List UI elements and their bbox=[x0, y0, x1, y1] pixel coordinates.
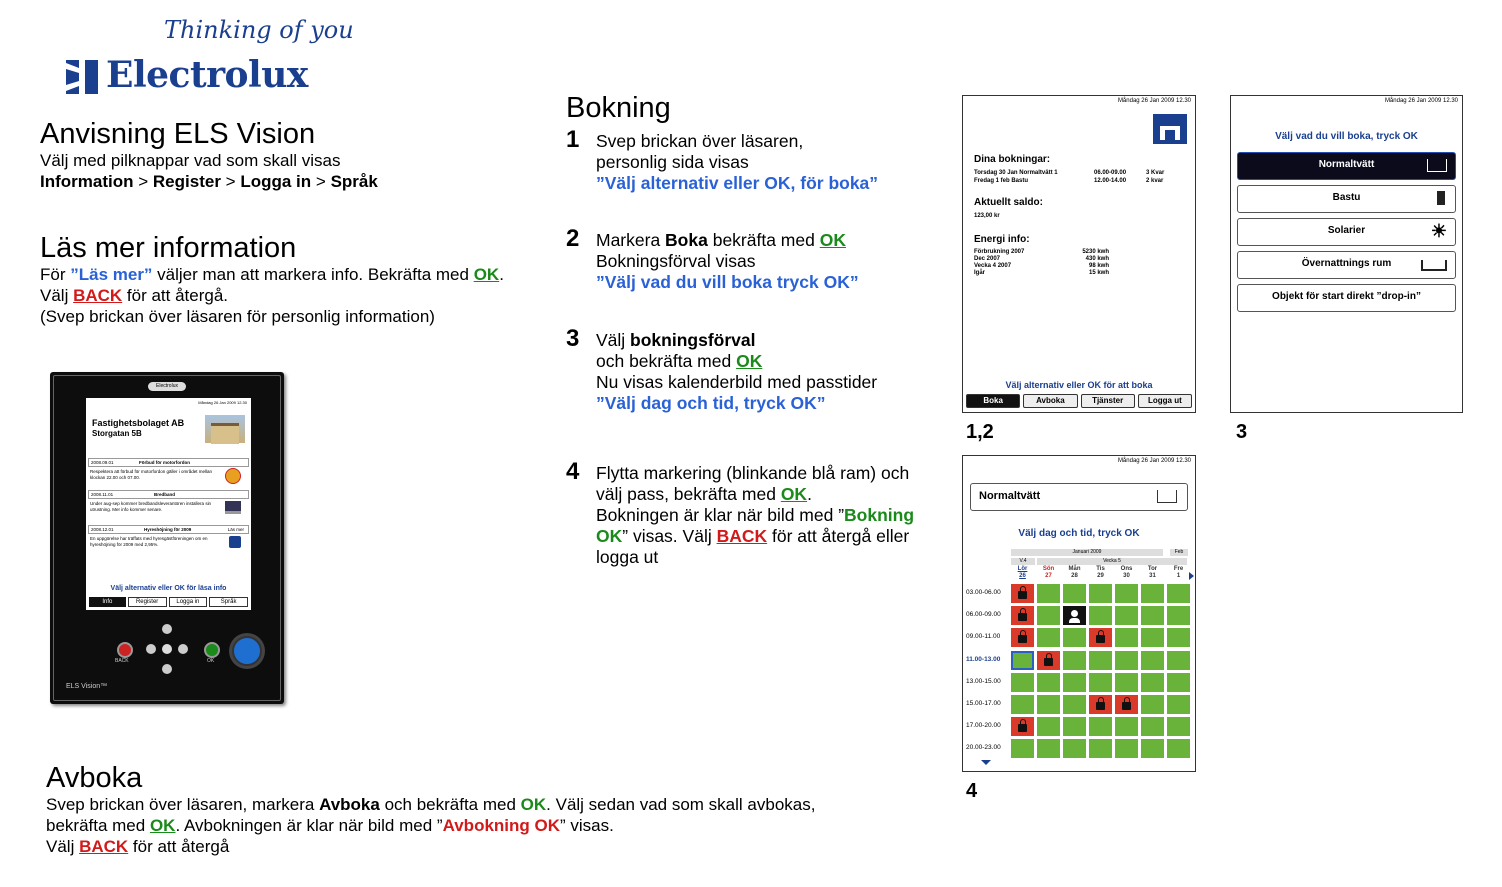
slot-free[interactable] bbox=[1089, 739, 1112, 758]
slot-booked[interactable] bbox=[1011, 717, 1034, 736]
lock-icon bbox=[1096, 702, 1105, 710]
day-name: Sön bbox=[1042, 566, 1055, 572]
step-number: 4 bbox=[566, 458, 580, 485]
text: väljer man att markera info. Bekräfta med bbox=[152, 265, 474, 284]
energy-label: Dec 2007 bbox=[974, 256, 1001, 262]
anvisning-line1: Välj med pilknappar vad som skall visas bbox=[40, 151, 341, 170]
boka-word: Boka bbox=[665, 230, 708, 250]
device-btn-sprak[interactable]: Språk bbox=[209, 597, 248, 607]
slot-free[interactable] bbox=[1141, 584, 1164, 603]
slot-free[interactable] bbox=[1037, 739, 1060, 758]
booking-time: 12.00-14.00 bbox=[1094, 178, 1127, 184]
lock-icon bbox=[1122, 702, 1131, 710]
time-label: 11.00-13.00 bbox=[966, 655, 1001, 663]
day-number: 26 bbox=[1019, 573, 1026, 579]
nav-sep: > bbox=[225, 172, 236, 191]
news-date: 2008.09.01 bbox=[91, 460, 114, 465]
step-text: Nu visas kalenderbild med passtider bbox=[596, 372, 878, 392]
arrow-right-key[interactable] bbox=[178, 644, 188, 654]
las-mer-link: ”Läs mer” bbox=[70, 265, 153, 284]
slot-free[interactable] bbox=[1115, 651, 1138, 670]
text: ” visas. Välj bbox=[622, 526, 717, 546]
person-icon bbox=[1071, 610, 1078, 617]
text: Välj bbox=[46, 837, 80, 856]
slot-booked[interactable] bbox=[1115, 695, 1138, 714]
slot-booked[interactable] bbox=[1089, 628, 1112, 647]
arrow-down-key[interactable] bbox=[162, 664, 172, 674]
bokning-word: Bokning bbox=[844, 505, 915, 525]
slot-booked[interactable] bbox=[1011, 606, 1034, 625]
option-bastu[interactable] bbox=[1237, 185, 1456, 213]
option-label: Normaltvätt bbox=[1318, 159, 1375, 170]
device-model-label: ELS Vision™ bbox=[66, 683, 108, 690]
slot-free[interactable] bbox=[1141, 606, 1164, 625]
news-more[interactable]: Läs mer bbox=[227, 527, 244, 532]
text: Svep brickan över läsaren, markera bbox=[46, 795, 320, 814]
ok-word: OK bbox=[149, 816, 176, 835]
week-label: V.4 bbox=[1011, 558, 1035, 565]
day-name: Tis bbox=[1096, 566, 1105, 572]
slot-free[interactable] bbox=[1167, 628, 1190, 647]
slot-free[interactable] bbox=[1167, 717, 1190, 736]
els-vision-device bbox=[50, 372, 284, 704]
device-street: Storgatan 5B bbox=[92, 429, 142, 438]
option-normaltvatt[interactable] bbox=[1237, 152, 1456, 180]
energy-value: 98 kwh bbox=[1088, 263, 1109, 269]
day-number: 28 bbox=[1071, 573, 1078, 579]
washtub-icon bbox=[1157, 490, 1177, 503]
slot-free[interactable] bbox=[1167, 695, 1190, 714]
ok-word: OK bbox=[596, 526, 623, 546]
avboka-line1 bbox=[46, 794, 946, 815]
day-header bbox=[1141, 566, 1164, 580]
day-name: Lör bbox=[1017, 566, 1028, 572]
slot-selected[interactable] bbox=[1011, 651, 1034, 670]
text: och bekräfta med bbox=[379, 795, 521, 814]
sun-icon: ☀ bbox=[1430, 221, 1447, 241]
screen-date: Måndag 26 Jan 2009 12.30 bbox=[1117, 98, 1191, 104]
slot-free[interactable] bbox=[1037, 673, 1060, 692]
news-item bbox=[88, 525, 249, 555]
device-btn-info[interactable]: Info bbox=[89, 597, 126, 607]
news-text: En uppgörelse har träffats med hyresgästföreningen om en hyreshöjning för 2009 med 2,95%. bbox=[90, 536, 208, 547]
ok-key[interactable] bbox=[204, 642, 220, 658]
caption-4: 4 bbox=[966, 780, 978, 802]
day-header bbox=[1011, 566, 1034, 580]
avboka-section bbox=[46, 762, 946, 857]
text: . Avbokningen är klar när bild med ” bbox=[175, 816, 443, 835]
step-quote: ”Välj alternativ eller OK, för boka” bbox=[596, 173, 879, 193]
slot-free[interactable] bbox=[1063, 695, 1086, 714]
logo-tagline: Thinking of you bbox=[164, 16, 354, 44]
slot-free[interactable] bbox=[1011, 739, 1034, 758]
energy-list bbox=[974, 249, 1109, 277]
back-key-label: BACK bbox=[115, 658, 129, 664]
washtub-icon bbox=[1427, 159, 1447, 172]
lock-icon bbox=[1018, 613, 1027, 621]
text: ” visas. bbox=[560, 816, 614, 835]
avboka-title: Avboka bbox=[46, 762, 143, 794]
avboka-word: Avboka bbox=[319, 795, 380, 814]
day-header bbox=[1167, 566, 1190, 580]
day-header bbox=[1037, 566, 1060, 580]
text: bekräfta med bbox=[46, 816, 150, 835]
option-overnattningsrum[interactable] bbox=[1237, 251, 1456, 279]
nav-logga-in: Logga in bbox=[240, 172, 312, 191]
slot-free[interactable] bbox=[1115, 717, 1138, 736]
day-name: Tor bbox=[1147, 566, 1158, 572]
news-item bbox=[88, 490, 249, 520]
energy-row bbox=[974, 256, 1109, 263]
lasmer-section bbox=[40, 232, 504, 327]
slot-free[interactable] bbox=[1141, 739, 1164, 758]
lock-icon bbox=[1096, 635, 1105, 643]
caption-12: 1,2 bbox=[966, 421, 994, 443]
btn-logga-ut[interactable]: Logga ut bbox=[1138, 394, 1192, 408]
bokningsforval-word: bokningsförval bbox=[630, 330, 756, 350]
nav-sprak: Språk bbox=[330, 172, 378, 191]
screen-button-bar bbox=[966, 394, 1192, 408]
electrolux-logo bbox=[66, 14, 366, 98]
device-screen bbox=[86, 398, 251, 610]
day-header bbox=[1089, 566, 1112, 580]
news-text: Respektera att förbud för motorfordon gäller i området mellan klockan 22.00 och 07.00. bbox=[90, 469, 213, 480]
step-text bbox=[596, 351, 946, 372]
option-label: Övernattnings rum bbox=[1301, 258, 1392, 269]
device-org: Fastighetsbolaget AB bbox=[92, 418, 185, 428]
bookings-heading: Dina bokningar: bbox=[974, 154, 1051, 165]
slot-free[interactable] bbox=[1115, 606, 1138, 625]
day-number: 1 bbox=[1176, 573, 1181, 579]
nav-information: Information bbox=[40, 172, 134, 191]
slot-free[interactable] bbox=[1115, 673, 1138, 692]
avboka-line3 bbox=[46, 836, 946, 857]
lasmer-line1 bbox=[40, 264, 504, 285]
time-label: 17.00-20.00 bbox=[966, 722, 1001, 730]
slot-free[interactable] bbox=[1089, 584, 1112, 603]
text: . Välj sedan vad som skall avbokas, bbox=[546, 795, 816, 814]
slot-free[interactable] bbox=[1063, 651, 1086, 670]
device-btn-register[interactable]: Register bbox=[128, 597, 167, 607]
step-quote: ”Välj dag och tid, tryck OK” bbox=[596, 393, 826, 413]
screen-prompt: Välj alternativ eller OK för att boka bbox=[1005, 380, 1153, 390]
slot-free[interactable] bbox=[1167, 673, 1190, 692]
text: . bbox=[499, 265, 504, 284]
step-text bbox=[596, 526, 946, 547]
ok-key-label: OK bbox=[207, 658, 215, 664]
booking-row bbox=[974, 177, 1186, 185]
slot-free[interactable] bbox=[1141, 695, 1164, 714]
slot-free[interactable] bbox=[1141, 673, 1164, 692]
avbokning-ok-word: Avbokning OK bbox=[442, 816, 561, 835]
month-label: Januari 2009 bbox=[1011, 549, 1163, 556]
day-number: 29 bbox=[1097, 573, 1104, 579]
slot-free[interactable] bbox=[1037, 717, 1060, 736]
slot-free[interactable] bbox=[1011, 673, 1034, 692]
slot-free[interactable] bbox=[1063, 584, 1086, 603]
slot-free[interactable] bbox=[1089, 651, 1112, 670]
day-number: 27 bbox=[1045, 573, 1052, 579]
nav-sep: > bbox=[138, 172, 149, 191]
bookings-list bbox=[974, 169, 1186, 185]
saldo-value: 123,00 kr bbox=[974, 213, 1000, 219]
text: bekräfta med bbox=[707, 230, 820, 250]
news-item bbox=[88, 458, 249, 488]
slot-booked[interactable] bbox=[1011, 584, 1034, 603]
bed-icon bbox=[1421, 260, 1447, 271]
slot-free[interactable] bbox=[1089, 717, 1112, 736]
step-number: 2 bbox=[566, 225, 580, 252]
text: för att återgå eller bbox=[767, 526, 910, 546]
slot-free[interactable] bbox=[1115, 739, 1138, 758]
slot-booked[interactable] bbox=[1011, 628, 1034, 647]
slot-free[interactable] bbox=[1063, 739, 1086, 758]
device-button-bar bbox=[89, 597, 248, 607]
device-date: Måndag 26 Jan 2009 12.30 bbox=[198, 400, 247, 405]
option-drop-in[interactable] bbox=[1237, 284, 1456, 312]
news-title: Förbud för motorfordon bbox=[139, 460, 190, 465]
ok-word: OK bbox=[819, 230, 846, 250]
step-text bbox=[596, 230, 946, 251]
step-text: personlig sida visas bbox=[596, 152, 749, 172]
back-word: BACK bbox=[79, 837, 129, 856]
caption-3: 3 bbox=[1236, 421, 1248, 443]
anvisning-title: Anvisning ELS Vision bbox=[40, 118, 316, 150]
step-2 bbox=[566, 225, 946, 293]
back-word: BACK bbox=[716, 526, 768, 546]
slot-free[interactable] bbox=[1141, 628, 1164, 647]
no-vehicle-icon bbox=[225, 468, 241, 484]
slot-booked[interactable] bbox=[1089, 695, 1112, 714]
saldo-heading: Aktuellt saldo: bbox=[974, 197, 1043, 208]
slot-free[interactable] bbox=[1037, 606, 1060, 625]
text: och bekräfta med bbox=[596, 351, 737, 371]
anvisning-nav bbox=[40, 171, 378, 192]
scroll-right-icon[interactable] bbox=[1189, 572, 1194, 580]
building-image bbox=[205, 415, 245, 443]
booking-row bbox=[974, 169, 1186, 177]
slot-free[interactable] bbox=[1063, 717, 1086, 736]
screen-date: Måndag 26 Jan 2009 12.30 bbox=[1117, 458, 1191, 464]
screen-prompt: Välj dag och tid, tryck OK bbox=[1018, 528, 1140, 539]
day-name: Mån bbox=[1068, 566, 1081, 572]
slot-free[interactable] bbox=[1167, 651, 1190, 670]
option-label: Solarier bbox=[1327, 225, 1366, 236]
slot-free[interactable] bbox=[1063, 628, 1086, 647]
sauna-icon bbox=[1437, 191, 1445, 205]
slot-free[interactable] bbox=[1011, 695, 1034, 714]
news-title: Hyreshöjning för 2009 bbox=[144, 527, 192, 532]
home-icon bbox=[1153, 114, 1187, 144]
option-label: Objekt för start direkt ”drop-in” bbox=[1272, 291, 1421, 302]
day-number: 30 bbox=[1123, 573, 1130, 579]
booking-time: 06.00-09.00 bbox=[1094, 170, 1127, 176]
energy-value: 430 kwh bbox=[1085, 256, 1109, 262]
energy-label: Förbrukning 2007 bbox=[974, 249, 1025, 255]
device-prompt: Välj alternativ eller OK för läsa info bbox=[110, 585, 227, 592]
scroll-down-icon[interactable] bbox=[981, 760, 991, 765]
option-label: Bastu bbox=[1332, 192, 1361, 203]
text: . bbox=[807, 484, 812, 504]
energy-label: Igår bbox=[974, 270, 986, 276]
reader-icon[interactable] bbox=[232, 636, 262, 666]
slot-free[interactable] bbox=[1037, 695, 1060, 714]
calendar-header-label: Normaltvätt bbox=[979, 490, 1041, 502]
text: för att återgå bbox=[128, 837, 230, 856]
step-text: Svep brickan över läsaren, bbox=[596, 131, 804, 151]
bokning-title: Bokning bbox=[566, 92, 671, 124]
anvisning-section bbox=[40, 118, 378, 192]
slot-free[interactable] bbox=[1167, 584, 1190, 603]
news-text: Under aug-sep kommer bredbandsleverantören installera sin utrustning. Mer info kommer senare. bbox=[90, 501, 212, 512]
energy-value: 5230 kwh bbox=[1082, 249, 1109, 255]
arrow-left-key[interactable] bbox=[146, 644, 156, 654]
energy-heading: Energi info: bbox=[974, 234, 1030, 245]
slot-free[interactable] bbox=[1037, 584, 1060, 603]
day-header bbox=[1063, 566, 1086, 580]
text: För bbox=[40, 265, 71, 284]
text: Bokningen är klar när bild med ” bbox=[596, 505, 845, 525]
week-label: Vecka 5 bbox=[1037, 558, 1187, 565]
btn-boka[interactable]: Boka bbox=[966, 394, 1020, 408]
step-3 bbox=[566, 325, 946, 414]
money-icon bbox=[229, 536, 241, 548]
time-label: 13.00-15.00 bbox=[966, 677, 1001, 685]
step-text bbox=[596, 505, 946, 526]
slot-free[interactable] bbox=[1141, 717, 1164, 736]
lasmer-title: Läs mer information bbox=[40, 232, 297, 264]
step-number: 1 bbox=[566, 126, 580, 153]
energy-label: Vecka 4 2007 bbox=[974, 263, 1012, 269]
step-text bbox=[596, 330, 946, 351]
slot-free[interactable] bbox=[1063, 673, 1086, 692]
energy-value: 15 kwh bbox=[1088, 270, 1109, 276]
step-number: 3 bbox=[566, 325, 580, 352]
logo-brand: Electrolux bbox=[106, 54, 308, 96]
device-btn-logga-in[interactable]: Logga in bbox=[169, 597, 208, 607]
time-label: 15.00-17.00 bbox=[966, 700, 1001, 707]
lock-icon bbox=[1018, 724, 1027, 732]
slot-free[interactable] bbox=[1037, 628, 1060, 647]
lock-icon bbox=[1018, 591, 1027, 599]
time-label: 20.00-23.00 bbox=[966, 744, 1001, 752]
booking-left: 2 kvar bbox=[1146, 178, 1164, 184]
back-key[interactable] bbox=[117, 642, 133, 658]
step-4 bbox=[566, 458, 946, 568]
day-number: 31 bbox=[1149, 573, 1156, 579]
time-label: 03.00-06.00 bbox=[966, 589, 1001, 596]
person-body bbox=[1069, 618, 1080, 623]
screen-booking-choice bbox=[1230, 95, 1463, 413]
slot-booked[interactable] bbox=[1037, 651, 1060, 670]
step-text: Flytta markering (blinkande blå ram) och bbox=[596, 463, 910, 483]
slot-free[interactable] bbox=[1115, 628, 1138, 647]
nav-register: Register bbox=[152, 172, 221, 191]
nav-sep: > bbox=[315, 172, 326, 191]
day-name: Ons bbox=[1120, 566, 1133, 572]
text: Välj bbox=[40, 286, 74, 305]
ok-word: OK bbox=[780, 484, 808, 504]
center-key[interactable] bbox=[162, 644, 172, 654]
slot-free[interactable] bbox=[1089, 673, 1112, 692]
text: Välj bbox=[596, 330, 631, 350]
text: välj pass, bekräfta med bbox=[596, 484, 781, 504]
ok-word: OK bbox=[473, 265, 500, 284]
time-label: 06.00-09.00 bbox=[966, 611, 1001, 619]
step-quote: ”Välj vad du vill boka tryck OK” bbox=[596, 272, 859, 292]
lasmer-line3: (Svep brickan över läsaren för personlig information) bbox=[40, 307, 435, 326]
energy-row bbox=[974, 249, 1109, 256]
arrow-up-key[interactable] bbox=[162, 624, 172, 634]
calendar-header bbox=[970, 483, 1188, 511]
ok-word: OK bbox=[520, 795, 547, 814]
electrolux-mark-icon bbox=[66, 60, 98, 94]
lock-icon bbox=[1044, 658, 1053, 666]
screen-personal-page bbox=[962, 95, 1196, 413]
booking-left: 3 Kvar bbox=[1146, 170, 1165, 176]
avboka-line2 bbox=[46, 815, 946, 836]
lasmer-line2 bbox=[40, 285, 504, 306]
news-title: Bredband bbox=[154, 492, 176, 497]
day-header bbox=[1115, 566, 1138, 580]
slot-free[interactable] bbox=[1115, 584, 1138, 603]
slot-free[interactable] bbox=[1141, 651, 1164, 670]
next-month-label: Feb bbox=[1170, 549, 1188, 556]
slot-free[interactable] bbox=[1089, 606, 1112, 625]
time-label: 09.00-11.00 bbox=[966, 633, 1001, 641]
btn-tjanster[interactable]: Tjänster bbox=[1081, 394, 1135, 408]
screen-date: Måndag 26 Jan 2009 12.30 bbox=[1384, 98, 1458, 104]
btn-avboka[interactable]: Avboka bbox=[1023, 394, 1077, 408]
back-word: BACK bbox=[73, 286, 123, 305]
ok-word: OK bbox=[736, 351, 763, 371]
device-brand-badge: Electrolux bbox=[148, 382, 186, 391]
news-date: 2008.12.01 bbox=[91, 527, 114, 532]
text: Markera bbox=[596, 230, 666, 250]
energy-row bbox=[974, 263, 1109, 270]
slot-free[interactable] bbox=[1167, 739, 1190, 758]
step-text: logga ut bbox=[596, 547, 659, 567]
day-name: Fre bbox=[1173, 566, 1184, 572]
slot-free[interactable] bbox=[1167, 606, 1190, 625]
laptop-icon bbox=[225, 501, 241, 514]
booking-desc: Torsdag 30 Jan Normaltvätt 1 bbox=[974, 170, 1058, 176]
lock-icon bbox=[1018, 635, 1027, 643]
step-1 bbox=[566, 126, 946, 194]
slot-own-booking[interactable] bbox=[1063, 606, 1086, 625]
energy-row bbox=[974, 270, 1109, 277]
booking-desc: Fredag 1 feb Bastu bbox=[974, 178, 1029, 184]
screen-prompt: Välj vad du vill boka, tryck OK bbox=[1275, 131, 1418, 142]
option-solarier[interactable] bbox=[1237, 218, 1456, 246]
news-date: 2008.11.01 bbox=[91, 492, 114, 497]
text: för att återgå. bbox=[122, 286, 229, 305]
screen-calendar bbox=[962, 455, 1196, 772]
step-text: Bokningsförval visas bbox=[596, 251, 756, 271]
step-text bbox=[596, 484, 946, 505]
